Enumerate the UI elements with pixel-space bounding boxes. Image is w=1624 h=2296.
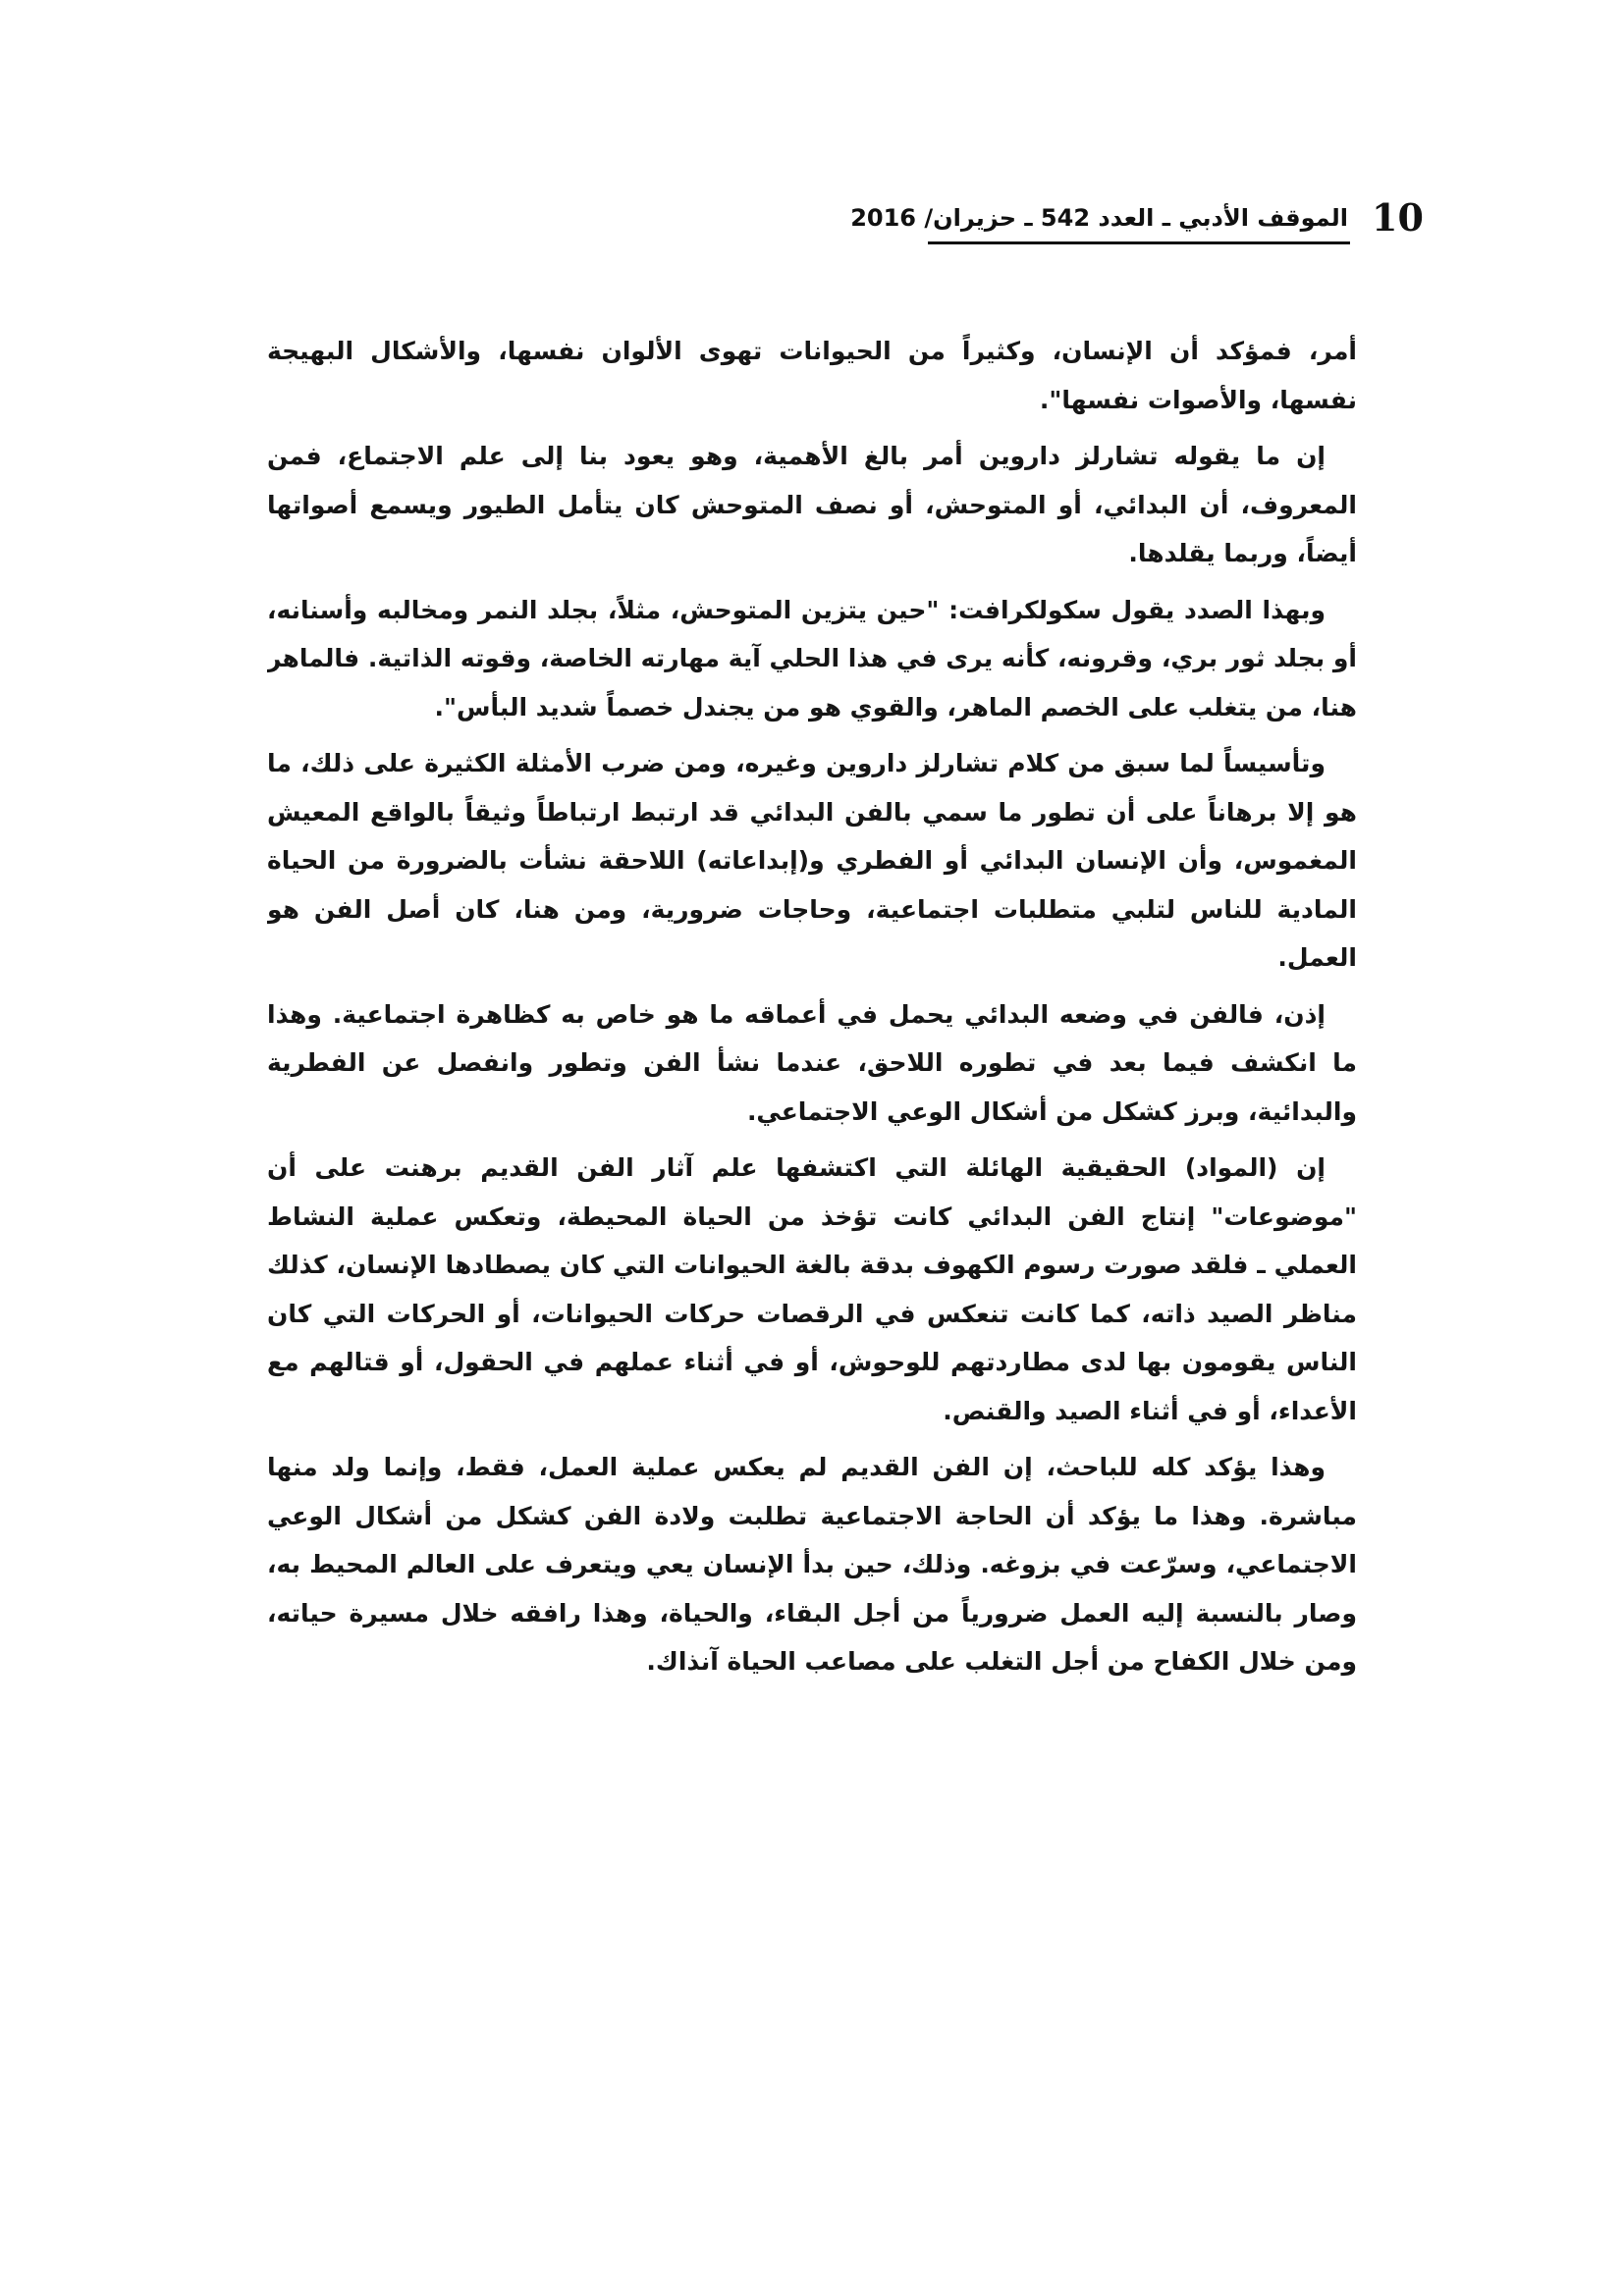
header-rule [928,241,1350,244]
page-header [850,192,1424,243]
running-head: الموقف الأدبي ـ العدد 542 ـ حزيران/ 2016 [850,204,1348,232]
paragraph: وهذا يؤكد كله للباحث، إن الفن القديم لم يعكس عملية العمل، فقط، وإنما ولد منها مباشرة. وهذا ما يؤكد أن الحاجة الاجتماعية تطلبت ولادة الفن كشكل من أشكال الوعي الاجتماعي، وسرّعت في بزوغه. وذلك، حين بدأ الإنسان يعي ويتعرف على العالم المحيط به، وصار بالنسبة إليه العمل ضرورياً من أجل البقاء، والحياة، وهذا رافقه خلال مسيرة حياته، ومن خلال الكفاح من أجل التغلب على مصاعب الحياة آنذاك. [267,1453,1357,1676]
paragraph: وبهذا الصدد يقول سكولكرافت: "حين يتزين المتوحش، مثلاً، بجلد النمر ومخالبه وأسنانه، أو بجلد ثور بري، وقرونه، كأنه يرى في هذا الحلي آية مهارته الخاصة، وقوته الذاتية. فالماهر هنا، من يتغلب على الخصم الماهر، والقوي هو من يجندل خصماً شديد البأس". [267,595,1357,721]
paragraph: إذن، فالفن في وضعه البدائي يحمل في أعماقه ما هو خاص به كظاهرة اجتماعية. وهذا ما انكشف فيما بعد في تطوره اللاحق، عندما نشأ الفن وتطور وانفصل عن الفطرية والبدائية، وبرز كشكل من أشكال الوعي الاجتماعي. [267,999,1357,1126]
page-number: 10 [1372,195,1424,240]
paragraph: إن (المواد) الحقيقية الهائلة التي اكتشفها علم آثار الفن القديم برهنت على أن "موضوعات" إنتاج الفن البدائي كانت تؤخذ من الحياة المحيطة، وتعكس عملية النشاط العملي ـ فلقد صورت رسوم الكهوف بدقة بالغة الحيوانات التي كان يصطادها الإنسان، كذلك مناظر الصيد ذاته، كما كانت تنعكس في الرقصات حركات الحيوانات، أو الحركات التي كان الناس يقومون بها لدى مطاردتهم للوحوش، أو في أثناء عملهم في الحقول، أو قتالهم مع الأعداء، أو في أثناء الصيد والقنص. [267,1153,1357,1425]
article-body [267,327,1357,2015]
paragraph: إن ما يقوله تشارلز داروين أمر بالغ الأهمية، وهو يعود بنا إلى علم الاجتماع، فمن المعروف، أن البدائي، أو المتوحش، أو نصف المتوحش كان يتأمل الطيور ويسمع أصواتها أيضاً، وربما يقلدها. [267,442,1357,567]
paragraph: أمر، فمؤكد أن الإنسان، وكثيراً من الحيوانات تهوى الألوان نفسها، والأشكال البهيجة نفسها، والأصوات نفسها". [267,337,1357,414]
paragraph: وتأسيساً لما سبق من كلام تشارلز داروين وغيره، ومن ضرب الأمثلة الكثيرة على ذلك، ما هو إلا برهاناً على أن تطور ما سمي بالفن البدائي قد ارتبط ارتباطاً وثيقاً بالواقع المعيش المغموس، وأن الإنسان البدائي أو الفطري و(إبداعاته) اللاحقة نشأت بالضرورة من الحياة المادية للناس لتلبي متطلبات اجتماعية، وحاجات ضرورية، ومن هنا، كان أصل الفن هو العمل. [267,749,1357,972]
